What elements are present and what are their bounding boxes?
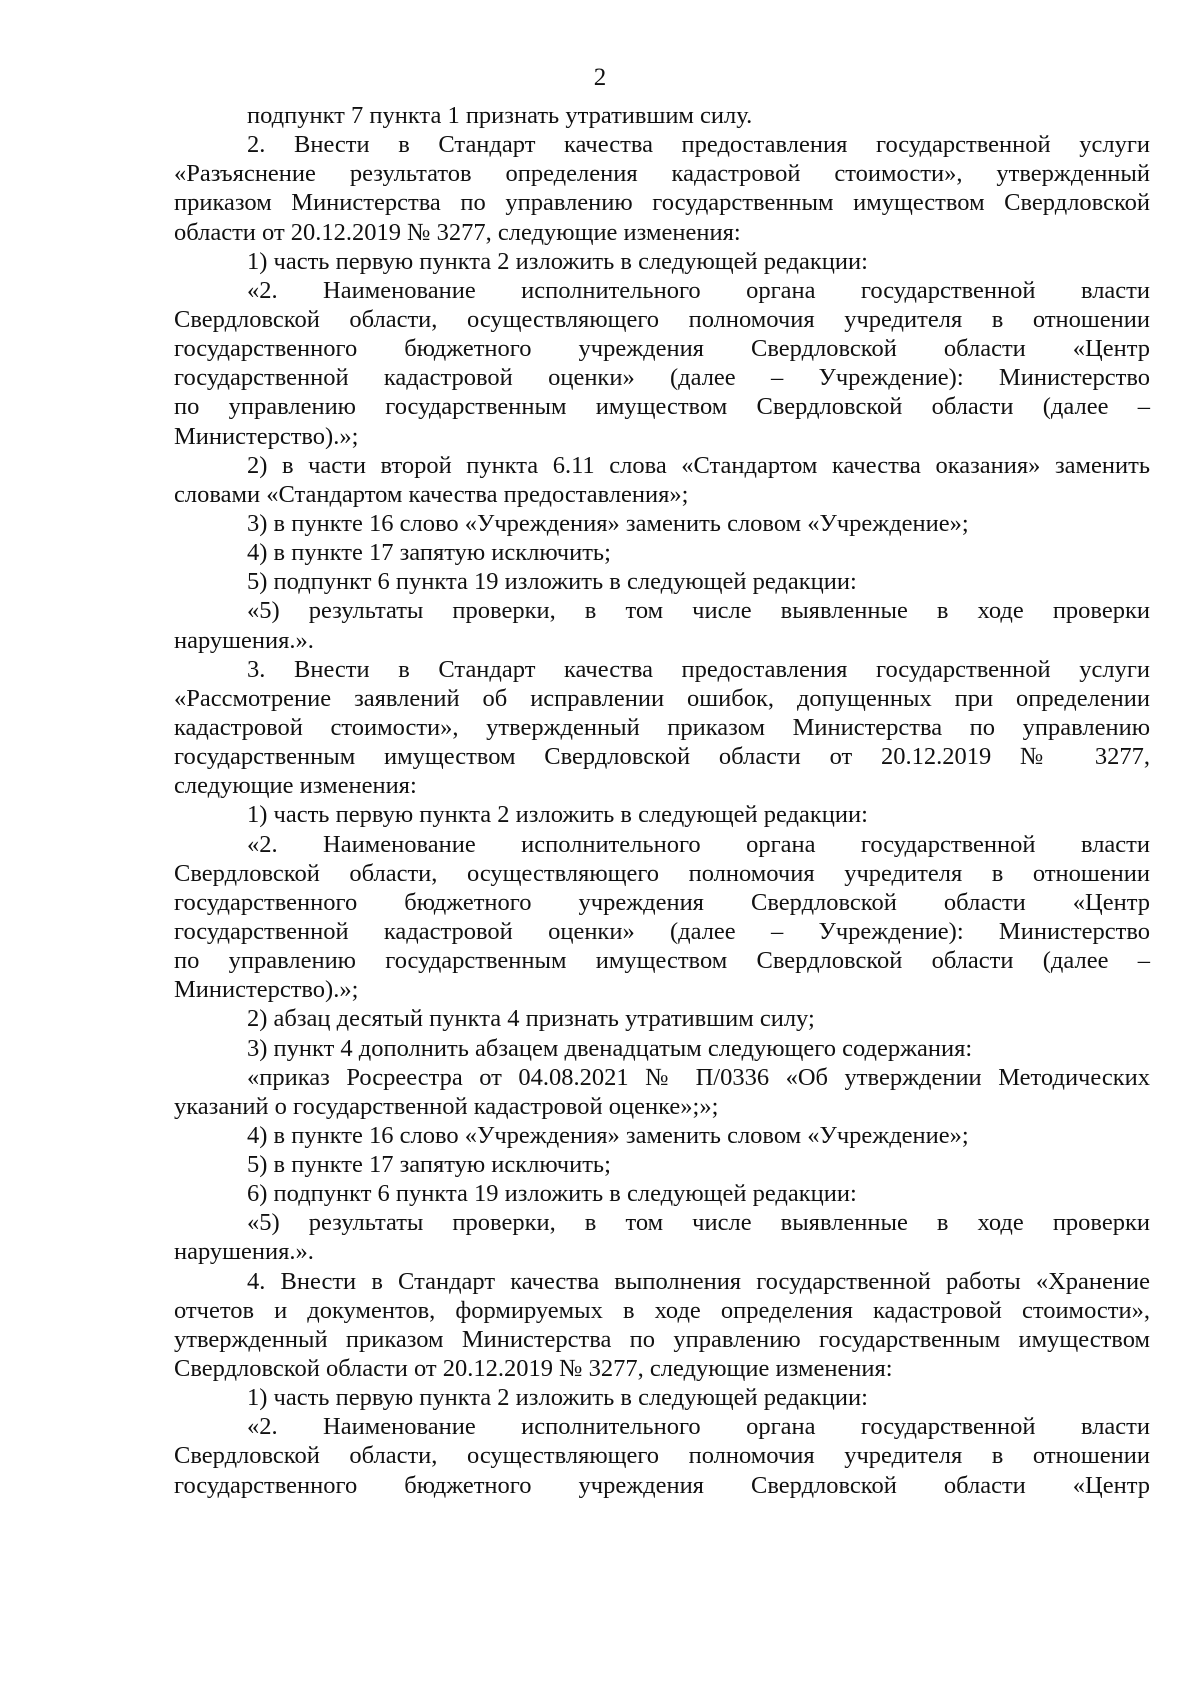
text-line: государственным имуществом Свердловской области от 20.12.2019 № 3277, <box>174 743 1150 771</box>
text-line: по управлению государственным имуществом Свердловской области (далее – <box>174 393 1150 421</box>
text-line: 2) в части второй пункта 6.11 слова «Стандартом качества оказания» заменить <box>247 451 1150 479</box>
text-line: отчетов и документов, формируемых в ходе определения кадастровой стоимости», <box>174 1296 1150 1324</box>
text-line: Свердловской области, осуществляющего полномочия учредителя в отношении <box>174 1442 1150 1470</box>
text-line: нарушения.». <box>174 626 314 654</box>
text-line: 4) в пункте 16 слово «Учреждения» заменить словом «Учреждение»; <box>247 1121 969 1149</box>
text-line: Свердловской области, осуществляющего полномочия учредителя в отношении <box>174 305 1150 333</box>
text-line: «2. Наименование исполнительного органа государственной власти <box>247 276 1150 304</box>
page-number: 2 <box>593 64 607 91</box>
text-line: государственного бюджетного учреждения Свердловской области «Центр <box>174 1471 1150 1499</box>
text-line: 5) подпункт 6 пункта 19 изложить в следующей редакции: <box>247 568 857 596</box>
text-line: государственного бюджетного учреждения Свердловской области «Центр <box>174 888 1150 916</box>
text-line: указаний о государственной кадастровой оценке»;»; <box>174 1092 719 1120</box>
text-line: государственного бюджетного учреждения Свердловской области «Центр <box>174 335 1150 363</box>
text-line: «5) результаты проверки, в том числе выявленные в ходе проверки <box>247 597 1150 625</box>
text-line: 3) пункт 4 дополнить абзацем двенадцатым следующего содержания: <box>247 1034 973 1062</box>
text-line: Министерство).»; <box>174 976 359 1004</box>
text-line: 4. Внести в Стандарт качества выполнения государственной работы «Хранение <box>247 1267 1150 1295</box>
text-line: 5) в пункте 17 запятую исключить; <box>247 1151 611 1179</box>
text-line: Свердловской области, осуществляющего полномочия учредителя в отношении <box>174 859 1150 887</box>
text-line: 2. Внести в Стандарт качества предоставления государственной услуги <box>247 131 1150 159</box>
text-line: 4) в пункте 17 запятую исключить; <box>247 539 611 567</box>
text-line: утвержденный приказом Министерства по управлению государственным имуществом <box>174 1325 1150 1353</box>
text-line: 1) часть первую пункта 2 изложить в следующей редакции: <box>247 247 868 275</box>
text-line: следующие изменения: <box>174 772 417 800</box>
text-line: «приказ Росреестра от 04.08.2021 № П/0336 «Об утверждении Методических <box>247 1063 1150 1091</box>
text-line: 6) подпункт 6 пункта 19 изложить в следующей редакции: <box>247 1180 857 1208</box>
text-line: 1) часть первую пункта 2 изложить в следующей редакции: <box>247 801 868 829</box>
text-line: «5) результаты проверки, в том числе выявленные в ходе проверки <box>247 1209 1150 1237</box>
text-line: по управлению государственным имуществом Свердловской области (далее – <box>174 947 1150 975</box>
document-body <box>174 101 1150 1500</box>
text-line: 3. Внести в Стандарт качества предоставления государственной услуги <box>247 655 1150 683</box>
text-line: «2. Наименование исполнительного органа государственной власти <box>247 1413 1150 1441</box>
text-line: «Разъяснение результатов определения кадастровой стоимости», утвержденный <box>174 160 1150 188</box>
text-line: приказом Министерства по управлению государственным имуществом Свердловской <box>174 189 1150 217</box>
text-line: подпункт 7 пункта 1 признать утратившим силу. <box>247 102 753 129</box>
text-line: государственной кадастровой оценки» (далее – Учреждение): Министерство <box>174 917 1150 945</box>
text-line: «2. Наименование исполнительного органа государственной власти <box>247 830 1150 858</box>
text-line: «Рассмотрение заявлений об исправлении ошибок, допущенных при определении <box>174 684 1150 712</box>
text-line: 3) в пункте 16 слово «Учреждения» заменить словом «Учреждение»; <box>247 509 969 537</box>
text-line: Министерство).»; <box>174 422 359 450</box>
text-line: кадастровой стоимости», утвержденный приказом Министерства по управлению <box>174 713 1150 741</box>
text-line: 1) часть первую пункта 2 изложить в следующей редакции: <box>247 1384 868 1412</box>
text-line: словами «Стандартом качества предоставления»; <box>174 480 689 508</box>
text-line: области от 20.12.2019 № 3277, следующие изменения: <box>174 218 741 246</box>
text-line: Свердловской области от 20.12.2019 № 3277, следующие изменения: <box>174 1355 893 1383</box>
text-line: 2) абзац десятый пункта 4 признать утратившим силу; <box>247 1005 815 1033</box>
text-line: нарушения.». <box>174 1238 314 1266</box>
text-line: государственной кадастровой оценки» (далее – Учреждение): Министерство <box>174 364 1150 392</box>
